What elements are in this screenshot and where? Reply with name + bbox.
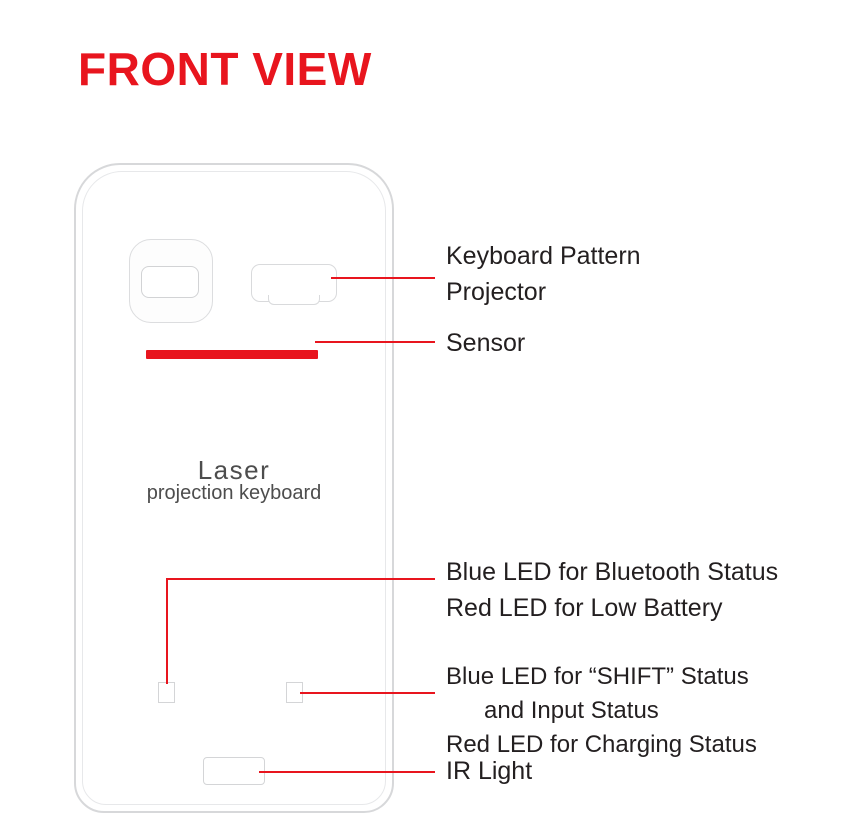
red-laser-beam-bar [146,350,318,359]
leader-line-ir-light [259,771,435,773]
ir-light-window [203,757,265,785]
projector-notch [268,295,320,305]
callout-ir-light [446,754,532,790]
callout-keyboard-pattern-projector [446,239,641,310]
callout-bluetooth-battery-led [446,555,778,626]
callout-shift-charging-led [446,660,757,762]
callout-projector-line1: Keyboard Pattern [446,242,641,270]
callout-sensor [446,326,525,362]
page-title: FRONT VIEW [78,43,372,95]
callout-bluetooth-line2: Red LED for Low Battery [446,593,723,622]
callout-shift-line2: and Input Status [484,697,659,725]
callout-shift-line1: Blue LED for “SHIFT” Status [446,663,749,690]
leader-line-projector [331,277,435,279]
leader-line-shift [300,692,435,694]
callout-sensor-line1: Sensor [446,329,526,357]
leader-line-bluetooth-horizontal [166,578,435,580]
callout-shift-line3: Red LED for Charging Status [446,731,757,759]
callout-projector-line2: Projector [446,277,547,306]
device-brand-sublabel: projection keyboard [146,482,322,504]
bluetooth-battery-led-icon [158,682,175,703]
device-brand-label: Laser [197,455,271,485]
callout-ir-line1: IR Light [446,757,533,785]
callout-bluetooth-line1: Blue LED for Bluetooth Status [446,558,779,586]
leader-line-sensor [315,341,435,343]
leader-line-bluetooth-vertical [166,578,168,684]
sensor-lens-icon [141,266,199,298]
